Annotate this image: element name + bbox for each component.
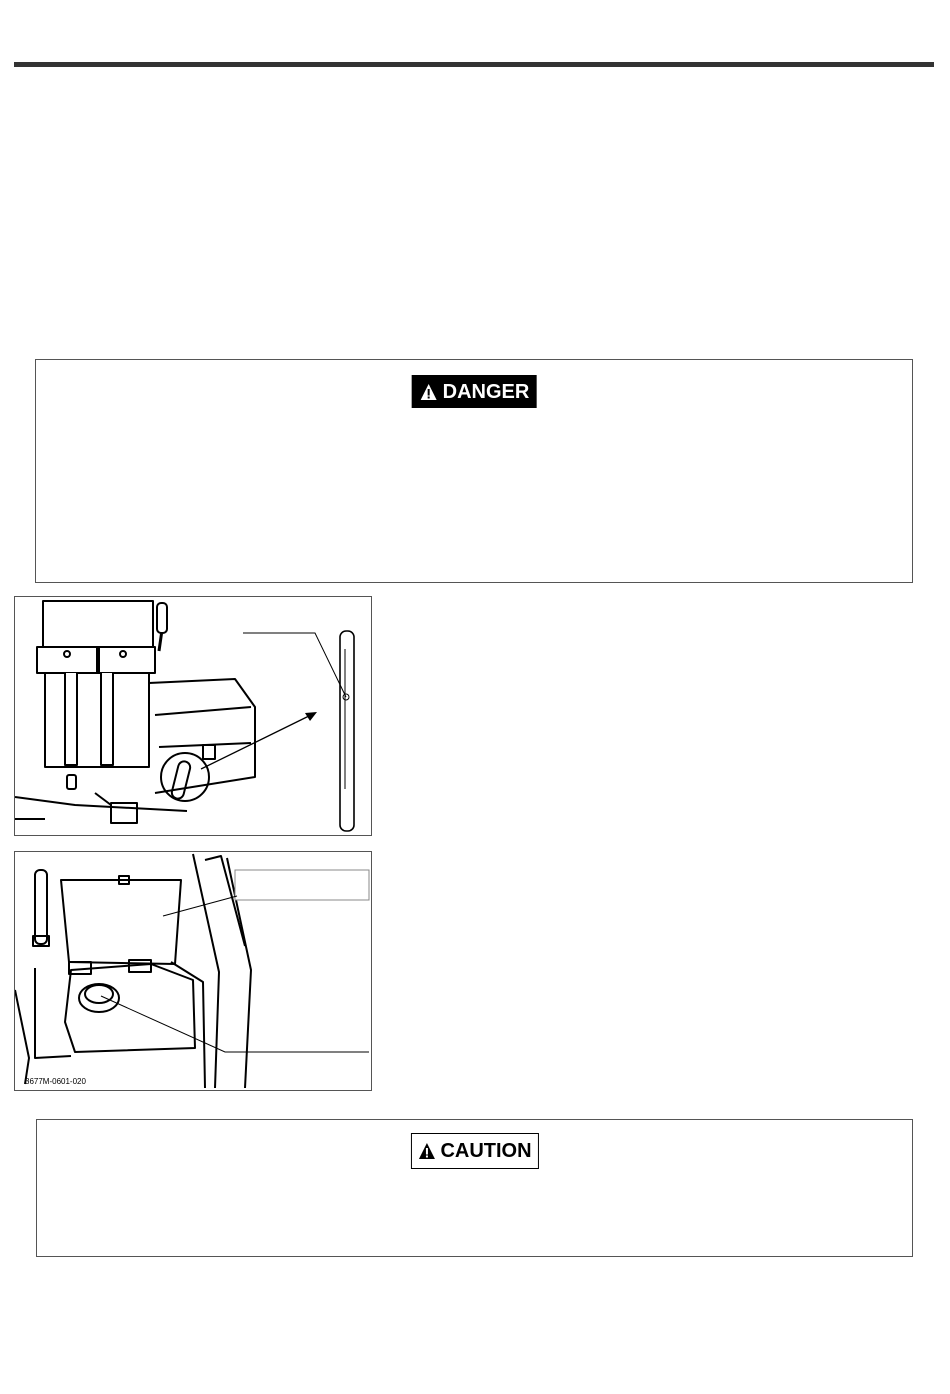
danger-label: DANGER (442, 380, 530, 403)
figure-fuel-gauge-rod (14, 596, 372, 836)
warning-triangle-icon (420, 383, 438, 401)
warning-triangle-icon (417, 1142, 435, 1160)
fuel-tank-illustration (15, 852, 372, 1091)
danger-notice-box (35, 359, 913, 583)
caution-notice-box (36, 1119, 913, 1257)
danger-badge (412, 375, 537, 408)
figure-fuel-tank-cap (14, 851, 372, 1091)
fuel-gauge-illustration (15, 597, 372, 836)
figure-code: 3677M-0601-020 (25, 1077, 86, 1086)
header-rule (14, 62, 934, 67)
caution-label: CAUTION (440, 1140, 532, 1162)
caution-badge (410, 1133, 538, 1169)
